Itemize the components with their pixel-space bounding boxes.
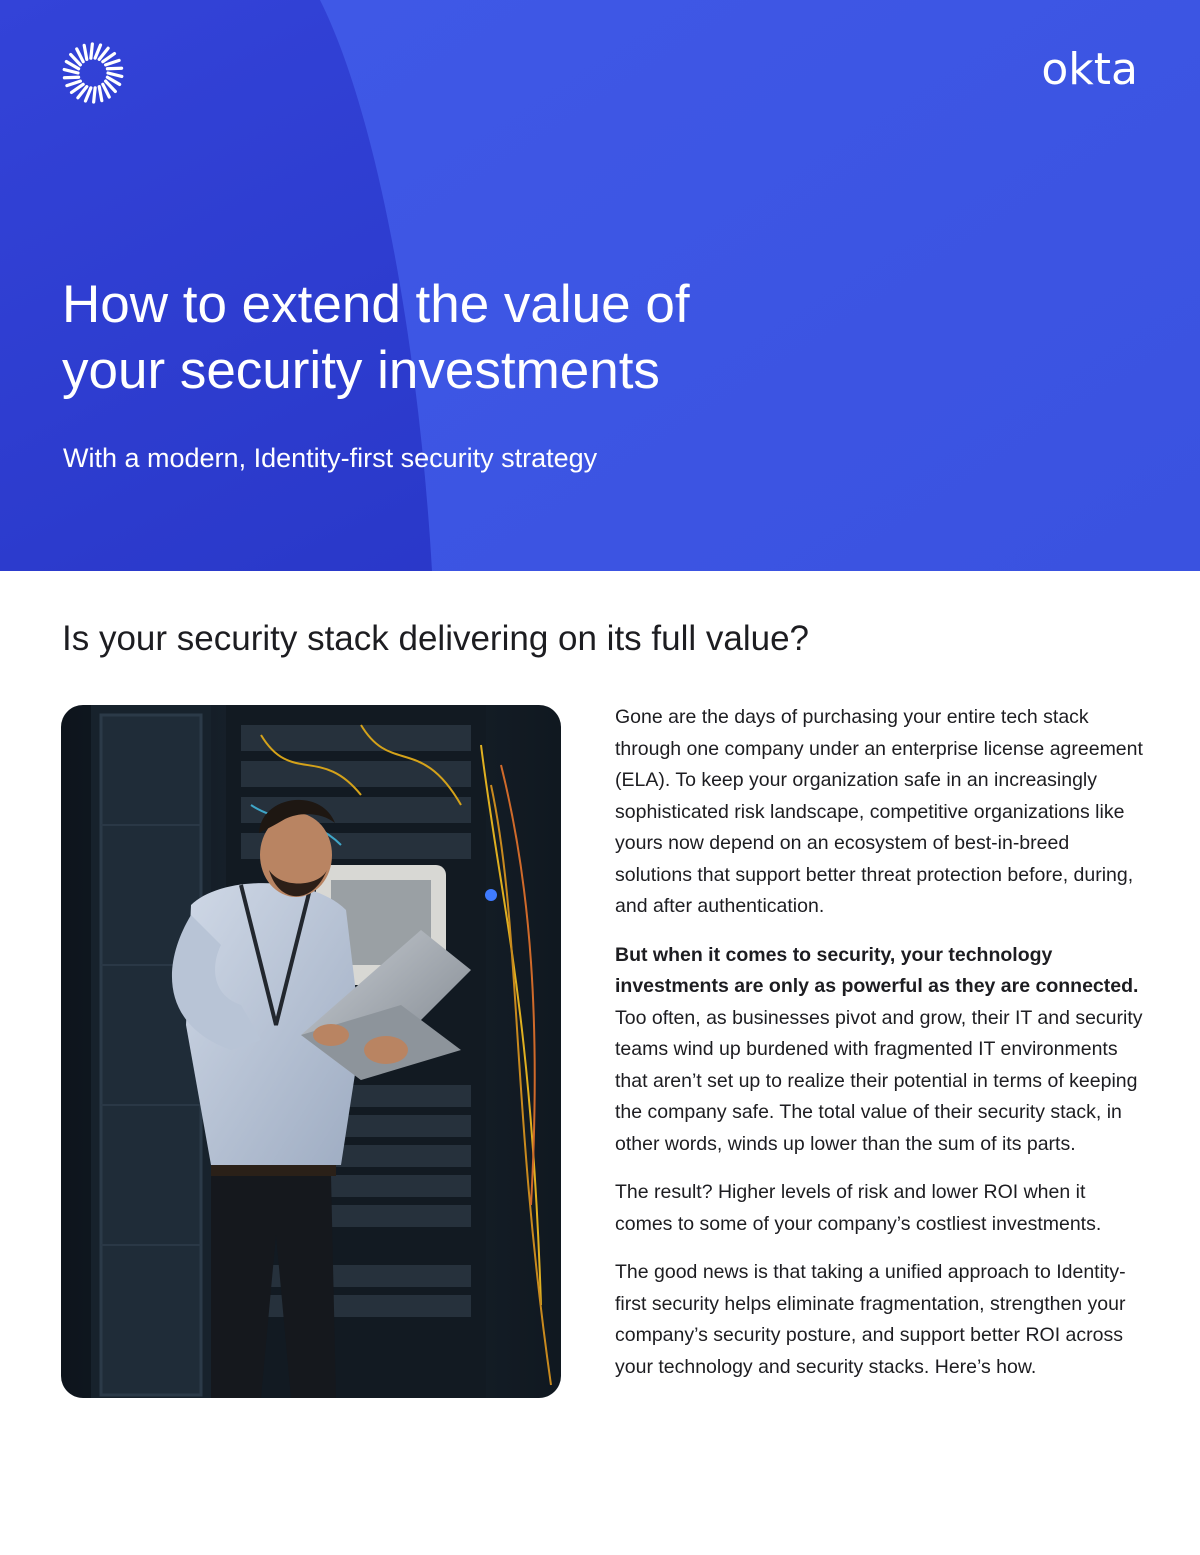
article-body (615, 702, 1145, 1400)
sunburst-ray (94, 88, 95, 102)
sunburst-ray (99, 87, 102, 101)
sunburst-ray (95, 45, 100, 58)
page-subtitle: With a modern, Identity-first security strategy (63, 443, 598, 473)
title-line-1: How to extend the value of (62, 275, 690, 334)
sunburst-ray (64, 77, 78, 78)
paragraph-4: The good news is that taking a unified approach to Identity-first security helps eliminate fragmentation, strengthen your company’s security posture, and support better ROI across your technology and security stacks. Here’s how. (615, 1261, 1126, 1378)
title-line-2: your security investments (62, 341, 660, 400)
paragraph-2 (615, 940, 1145, 1161)
okta-logo: okta (1041, 44, 1138, 95)
sunburst-ray (64, 70, 78, 73)
sunburst-ray (106, 60, 119, 65)
hero-banner (0, 0, 1200, 571)
sunburst-icon (60, 40, 126, 106)
sunburst-ray (107, 68, 121, 69)
paragraph-3: The result? Higher levels of risk and lower ROI when it comes to some of your company’s costliest investments. (615, 1181, 1102, 1235)
technician-image (61, 705, 561, 1398)
sunburst-ray (67, 81, 80, 86)
paragraph-2-rest: Too often, as businesses pivot and grow, their IT and security teams wind up burdened with fragmented IT environments that aren’t set up to realize their potential in terms of keeping the company safe. The total value of their security stack, in other words, winds up lower than the sum of its parts. (615, 1006, 1143, 1155)
server-room-photo (61, 705, 561, 1398)
sunburst-ray (85, 88, 90, 101)
sunburst-ray (91, 44, 92, 58)
sunburst-ray (84, 45, 87, 59)
section-heading: Is your security stack delivering on its full value? (62, 619, 809, 658)
page-title (62, 272, 962, 404)
paragraph-2-bold: But when it comes to security, your technology investments are only as powerful as they are connected. (615, 943, 1139, 997)
paragraph-1: Gone are the days of purchasing your entire tech stack through one company under an enterprise license agreement (ELA). To keep your organization safe in an increasingly sophisticated risk landscape, competitive organizations like yours now depend on an ecosystem of best-in-breed solutions that support better threat protection before, during, and after authentication. (615, 706, 1143, 917)
sunburst-ray (108, 73, 122, 76)
